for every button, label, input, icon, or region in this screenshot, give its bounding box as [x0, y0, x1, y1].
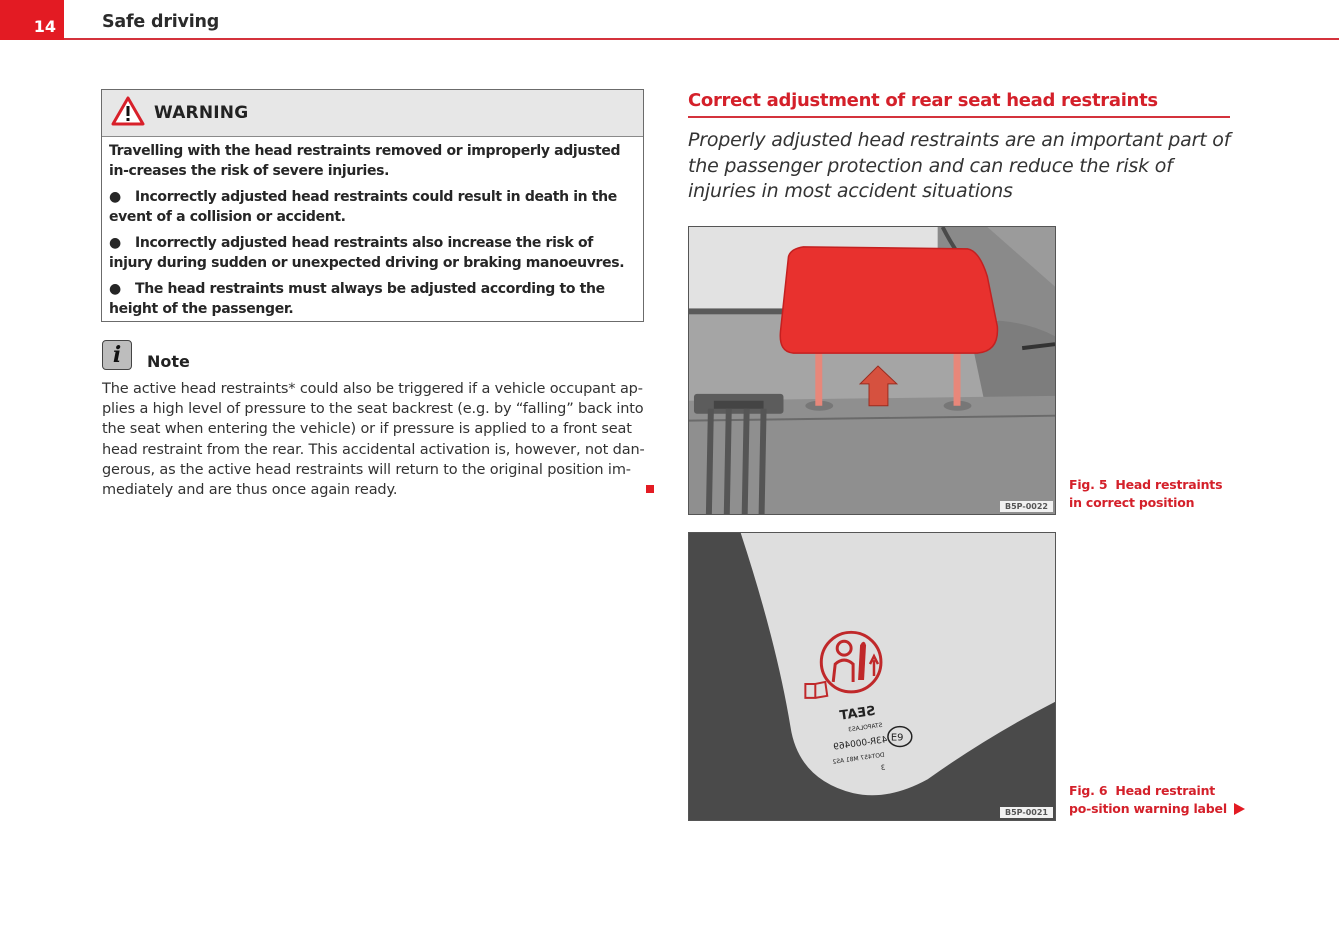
warning-label-illustration — [689, 533, 1055, 820]
label-line-text: 3 — [880, 763, 886, 773]
warning-bullet-text: The head restraints must always be adjusted according to the height of the passenger. — [109, 281, 605, 317]
figure-caption-text: Head restraints in correct position — [1069, 477, 1223, 510]
warning-bullet-text: Incorrectly adjusted head restraints could result in death in the event of a collision or accident. — [109, 189, 617, 225]
header-divider — [64, 38, 1339, 40]
figure-caption — [1069, 782, 1239, 818]
info-icon: i — [102, 340, 132, 370]
section-intro: Properly adjusted head restraints are an important part of the passenger protection and can reduce the risk of injuries in most accident situations — [688, 129, 1231, 202]
next-page-arrow-icon[interactable] — [1234, 803, 1245, 815]
label-brand-text: SEAT — [838, 703, 877, 724]
label-mark-text: E9 — [890, 732, 904, 744]
section-title: Correct adjustment of rear seat head restraints — [688, 90, 1158, 111]
label-line-text: STAPOLAS3 — [847, 721, 883, 734]
warning-intro: Travelling with the head restraints removed or improperly adjusted in-creases the risk of severe injuries. — [109, 143, 621, 179]
bullet-icon: ● — [109, 235, 121, 251]
label-line-text: 43R-000469 — [832, 735, 889, 753]
note-body: The active head restraints* could also be triggered if a vehicle occupant ap-plies a high level of pressure to the seat backrest (e.g. by “falling” back into the seat when entering the vehicle) or if pressure is applied to a front seat head restraint from the rear. This accidental activation is, however, not dan-gerous, as the active head restraints will return to the original position im-mediately and are thus once again ready. — [102, 381, 645, 499]
warning-title: WARNING — [154, 103, 249, 123]
warning-bullet-item — [109, 233, 633, 273]
bullet-icon: ● — [109, 189, 121, 205]
warning-triangle-icon — [110, 95, 146, 131]
warning-box — [101, 89, 644, 322]
figure-number: Fig. 6 — [1069, 783, 1108, 798]
figure-code: B5P-0021 — [1000, 807, 1053, 818]
warning-bullet-item — [109, 279, 633, 319]
figure-number: Fig. 5 — [1069, 477, 1108, 492]
figure-caption-text: Head restraint po-sition warning label — [1069, 783, 1227, 816]
warning-body — [102, 137, 643, 319]
warning-header — [102, 90, 643, 137]
head-restraint-illustration — [689, 227, 1055, 514]
page-number: 14 — [0, 0, 64, 40]
figure-warning-label-illustration — [688, 532, 1056, 821]
bullet-icon: ● — [109, 281, 121, 297]
warning-bullet-text: Incorrectly adjusted head restraints also increase the risk of injury during sudden or unexpected driving or braking manoeuvres. — [109, 235, 625, 271]
warning-bullet-item — [109, 187, 633, 227]
section-title-underline — [688, 116, 1230, 118]
section-header-title: Safe driving — [102, 12, 220, 32]
section-end-marker-icon — [646, 485, 654, 493]
note-title: Note — [147, 352, 190, 371]
figure-code: B5P-0022 — [1000, 501, 1053, 512]
figure-caption — [1069, 476, 1239, 512]
figure-head-restraints-illustration — [688, 226, 1056, 515]
label-line-text: DOT457 M81 AS2 — [832, 751, 886, 766]
